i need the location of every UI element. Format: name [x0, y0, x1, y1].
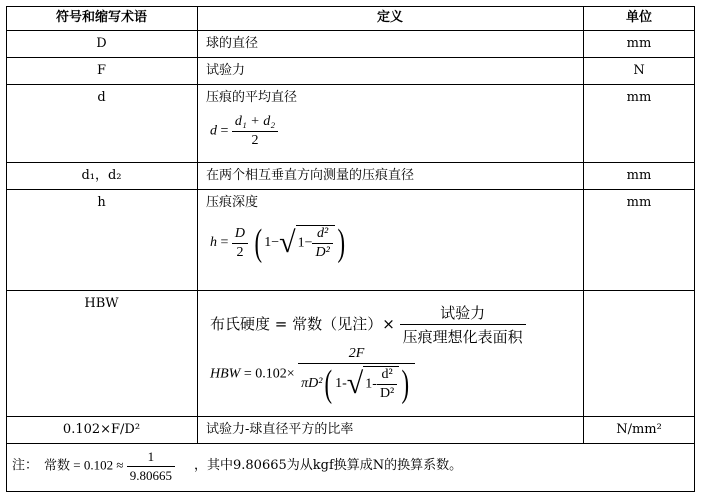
- definition-cell: 压痕深度: [206, 195, 259, 210]
- row-divider: [6, 162, 695, 163]
- header-symbol: 符号和缩写术语: [55, 10, 147, 25]
- row-divider: [6, 57, 695, 58]
- depth-formula: h = $\frac{D}{2}$ ( 1−√ 1− $\frac{\text{d²}}{\text{D²}}$ ): [210, 222, 345, 264]
- unit-cell: N: [633, 63, 645, 78]
- row-divider: [6, 290, 695, 291]
- definition-cell: 试验力: [206, 63, 246, 78]
- header-unit: 单位: [625, 10, 652, 25]
- note-formula: 常数 = 0.102 ≈ $\frac{1}{9.80665}$: [44, 449, 175, 484]
- definitions-table: [6, 6, 695, 492]
- symbol-cell: D: [96, 36, 107, 51]
- definition-cell: 试验力-球直径平方的比率: [206, 422, 354, 437]
- symbol-cell: F: [96, 63, 107, 78]
- table-border-top: [6, 6, 695, 7]
- mean-diameter-formula: d = $\frac{\text{d₁ + d₂}}{2}$: [210, 114, 278, 149]
- row-divider: [6, 84, 695, 85]
- column-divider: [197, 6, 198, 443]
- symbol-cell: d₁，d₂: [81, 168, 122, 183]
- symbol-cell: h: [97, 195, 106, 210]
- row-divider: [6, 416, 695, 417]
- unit-cell: mm: [626, 36, 652, 51]
- note-text: ，其中9.80665为从kgf换算成N的换算系数。: [194, 458, 463, 473]
- row-divider: [6, 443, 695, 444]
- note-label: 注：: [12, 458, 39, 473]
- symbol-cell: d: [97, 90, 106, 105]
- definition-cell: 球的直径: [206, 36, 259, 51]
- row-divider: [6, 30, 695, 31]
- definition-cell: 压痕的平均直径: [206, 90, 298, 105]
- table-border-bottom: [6, 491, 695, 492]
- unit-cell: mm: [626, 90, 652, 105]
- header-definition: 定义: [376, 10, 403, 25]
- row-divider: [6, 189, 695, 190]
- hardness-word-formula: 布氏硬度 = 常数（见注）× $\frac{\text{试验力}}{\text{压痕理想化表面积}}$: [210, 302, 526, 347]
- hbw-formula: HBW = 0.102× 2F πD²( 1-√ 1- $\frac{\text{d²}}{\text{D²}}$ ): [210, 346, 415, 403]
- symbol-cell: 0.102×F/D²: [62, 422, 141, 437]
- symbol-cell: HBW: [84, 296, 119, 311]
- unit-cell: mm: [626, 195, 652, 210]
- unit-cell: mm: [626, 168, 652, 183]
- definition-cell: 在两个相互垂直方向测量的压痕直径: [206, 168, 415, 183]
- unit-cell: N/mm²: [616, 422, 662, 437]
